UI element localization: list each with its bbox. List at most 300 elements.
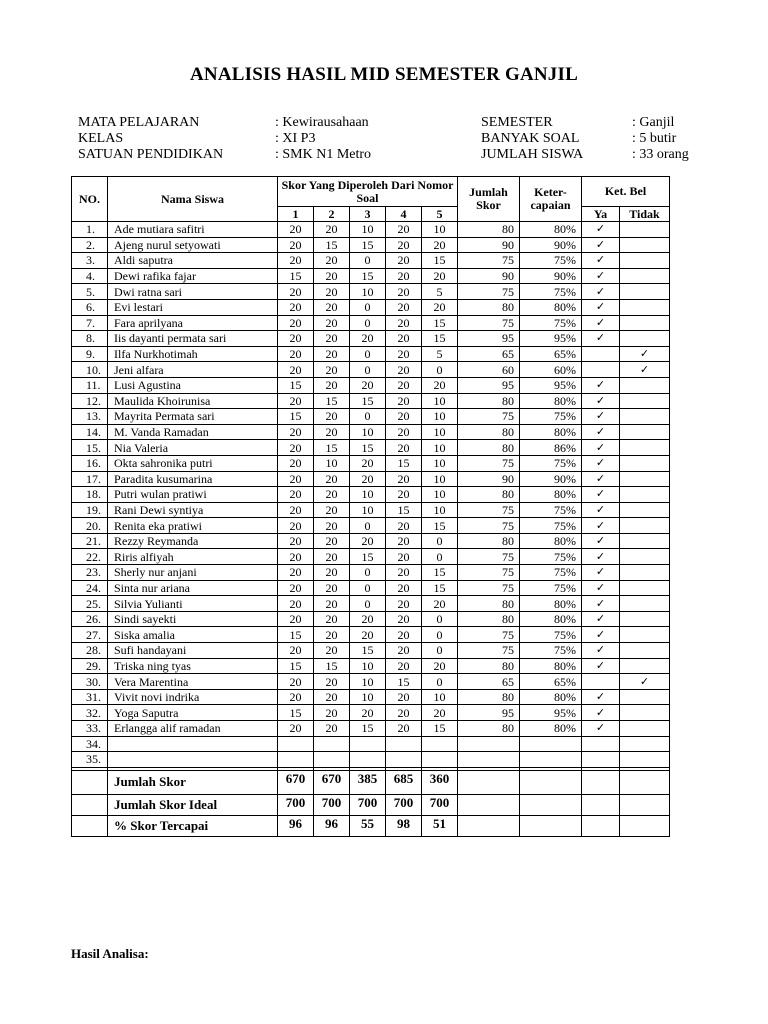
achievement-percent: 80%: [520, 611, 582, 627]
score-q1: 20: [278, 424, 314, 440]
achievement-percent: 90%: [520, 471, 582, 487]
summary-empty: [520, 815, 582, 836]
summary-empty: [458, 794, 520, 815]
header-no: NO.: [72, 177, 108, 222]
score-q3: 15: [350, 268, 386, 284]
row-number: 2.: [72, 237, 108, 253]
score-q3: 10: [350, 487, 386, 503]
check-yes: ✓: [582, 721, 620, 737]
check-no: [620, 580, 670, 596]
score-q2: 20: [314, 222, 350, 238]
table-row: [72, 565, 670, 581]
score-q4: 20: [386, 424, 422, 440]
row-number: 13.: [72, 409, 108, 425]
score-q4: 20: [386, 284, 422, 300]
total-score: 80: [458, 393, 520, 409]
check-yes: ✓: [582, 440, 620, 456]
student-name: Triska ning tyas: [108, 658, 278, 674]
score-q3: 20: [350, 705, 386, 721]
score-q3: 0: [350, 253, 386, 269]
student-name: Ilfa Nurkhotimah: [108, 346, 278, 362]
check-no: [620, 533, 670, 549]
student-name: Erlangga alif ramadan: [108, 721, 278, 737]
summary-empty: [458, 815, 520, 836]
student-name: Silvia Yulianti: [108, 596, 278, 612]
score-q1: 15: [278, 658, 314, 674]
row-number: 27.: [72, 627, 108, 643]
student-name: Fara aprilyana: [108, 315, 278, 331]
header-question-2: 2: [314, 207, 350, 222]
check-no: [620, 393, 670, 409]
student-name: Vivit novi indrika: [108, 689, 278, 705]
check-yes: ✓: [582, 409, 620, 425]
check-yes: ✓: [582, 471, 620, 487]
score-q5: 20: [422, 705, 458, 721]
score-q4: 20: [386, 409, 422, 425]
table-row: [72, 440, 670, 456]
score-q1: 20: [278, 580, 314, 596]
table-row: [72, 377, 670, 393]
row-number: 30.: [72, 674, 108, 690]
total-score: 80: [458, 533, 520, 549]
header-question-3: 3: [350, 207, 386, 222]
summary-label: Jumlah Skor Ideal: [108, 794, 278, 815]
score-q5: 10: [422, 409, 458, 425]
score-q4: 20: [386, 440, 422, 456]
score-q2: 15: [314, 393, 350, 409]
student-name: Sherly nur anjani: [108, 565, 278, 581]
row-number: 26.: [72, 611, 108, 627]
summary-q1: 700: [278, 794, 314, 815]
check-yes: ✓: [582, 643, 620, 659]
info-label: JUMLAH SISWA: [481, 147, 584, 162]
score-q2: 20: [314, 331, 350, 347]
score-q2: 20: [314, 596, 350, 612]
score-q1: 20: [278, 315, 314, 331]
score-q1: 20: [278, 689, 314, 705]
achievement-percent: 75%: [520, 549, 582, 565]
header-question-1: 1: [278, 207, 314, 222]
score-q3: 10: [350, 424, 386, 440]
score-q2: 20: [314, 533, 350, 549]
score-q3: 0: [350, 596, 386, 612]
score-q4: 20: [386, 346, 422, 362]
score-q3: 10: [350, 658, 386, 674]
score-q1: 20: [278, 471, 314, 487]
student-name: Aldi saputra: [108, 253, 278, 269]
score-q3: 15: [350, 393, 386, 409]
achievement-percent: [520, 736, 582, 752]
score-q4: 20: [386, 315, 422, 331]
score-q2: 10: [314, 455, 350, 471]
table-row: [72, 424, 670, 440]
check-no: [620, 502, 670, 518]
score-q1: 20: [278, 440, 314, 456]
student-name: Yoga Saputra: [108, 705, 278, 721]
row-number: 6.: [72, 299, 108, 315]
check-no: ✓: [620, 346, 670, 362]
score-q4: 20: [386, 237, 422, 253]
achievement-percent: 65%: [520, 346, 582, 362]
summary-empty: [582, 770, 620, 794]
score-q2: 20: [314, 409, 350, 425]
score-q5: 0: [422, 533, 458, 549]
summary-label: Jumlah Skor: [108, 770, 278, 794]
score-q1: 20: [278, 533, 314, 549]
score-q5: 15: [422, 518, 458, 534]
score-q2: 20: [314, 611, 350, 627]
score-q4: 20: [386, 253, 422, 269]
score-q4: 20: [386, 299, 422, 315]
header-question-4: 4: [386, 207, 422, 222]
row-number: 17.: [72, 471, 108, 487]
score-q1: 15: [278, 627, 314, 643]
score-q3: [350, 752, 386, 768]
achievement-percent: 75%: [520, 253, 582, 269]
achievement-percent: 60%: [520, 362, 582, 378]
check-yes: [582, 674, 620, 690]
summary-q3: 55: [350, 815, 386, 836]
score-q5: 0: [422, 611, 458, 627]
summary-empty: [582, 794, 620, 815]
score-q2: 20: [314, 284, 350, 300]
check-no: [620, 377, 670, 393]
score-q2: 20: [314, 362, 350, 378]
row-number: 23.: [72, 565, 108, 581]
table-row: [72, 689, 670, 705]
score-q4: 20: [386, 471, 422, 487]
summary-q3: 700: [350, 794, 386, 815]
row-number: 21.: [72, 533, 108, 549]
achievement-percent: 80%: [520, 424, 582, 440]
achievement-percent: 75%: [520, 518, 582, 534]
score-q4: 15: [386, 502, 422, 518]
table-row: [72, 658, 670, 674]
summary-q2: 670: [314, 770, 350, 794]
summary-empty: [582, 815, 620, 836]
check-yes: ✓: [582, 393, 620, 409]
student-name: [108, 752, 278, 768]
score-q2: 20: [314, 253, 350, 269]
row-number: 28.: [72, 643, 108, 659]
achievement-percent: 75%: [520, 643, 582, 659]
student-name: Sufi handayani: [108, 643, 278, 659]
row-number: 9.: [72, 346, 108, 362]
check-yes: ✓: [582, 627, 620, 643]
score-q2: 20: [314, 268, 350, 284]
check-yes: ✓: [582, 518, 620, 534]
total-score: 75: [458, 409, 520, 425]
student-name: Maulida Khoirunisa: [108, 393, 278, 409]
score-q2: [314, 752, 350, 768]
check-no: [620, 627, 670, 643]
score-q4: [386, 752, 422, 768]
achievement-percent: 65%: [520, 674, 582, 690]
score-q5: 10: [422, 393, 458, 409]
score-q5: 20: [422, 658, 458, 674]
score-q3: 10: [350, 502, 386, 518]
row-number: 29.: [72, 658, 108, 674]
check-no: [620, 284, 670, 300]
score-q1: 20: [278, 393, 314, 409]
row-number: 10.: [72, 362, 108, 378]
score-q5: 10: [422, 424, 458, 440]
check-yes: [582, 736, 620, 752]
score-q2: 20: [314, 689, 350, 705]
score-q3: 0: [350, 518, 386, 534]
check-yes: ✓: [582, 658, 620, 674]
score-q4: 20: [386, 518, 422, 534]
check-no: [620, 455, 670, 471]
achievement-percent: 75%: [520, 627, 582, 643]
summary-empty: [458, 770, 520, 794]
score-q2: 20: [314, 549, 350, 565]
check-no: [620, 643, 670, 659]
student-name: Sindi sayekti: [108, 611, 278, 627]
score-q4: 20: [386, 596, 422, 612]
header-total: Jumlah Skor: [458, 177, 520, 222]
table-row: [72, 549, 670, 565]
score-q5: 0: [422, 643, 458, 659]
row-number: 12.: [72, 393, 108, 409]
total-score: 80: [458, 440, 520, 456]
check-no: ✓: [620, 674, 670, 690]
table-row: [72, 752, 670, 768]
score-q4: 20: [386, 362, 422, 378]
row-number: 31.: [72, 689, 108, 705]
total-score: 75: [458, 518, 520, 534]
score-q3: 15: [350, 643, 386, 659]
score-q1: 15: [278, 268, 314, 284]
score-q3: 0: [350, 565, 386, 581]
student-name: M. Vanda Ramadan: [108, 424, 278, 440]
score-q4: 20: [386, 705, 422, 721]
summary-q5: 51: [422, 815, 458, 836]
score-q1: 20: [278, 331, 314, 347]
achievement-percent: 75%: [520, 455, 582, 471]
total-score: 75: [458, 284, 520, 300]
score-q3: 15: [350, 549, 386, 565]
header-question-5: 5: [422, 207, 458, 222]
score-q5: 20: [422, 268, 458, 284]
score-q2: 20: [314, 377, 350, 393]
info-value: : Ganjil: [632, 115, 675, 130]
info-right-labels: [481, 115, 583, 163]
row-number: 32.: [72, 705, 108, 721]
check-yes: ✓: [582, 424, 620, 440]
score-q4: 20: [386, 611, 422, 627]
score-q3: 15: [350, 440, 386, 456]
table-row: [72, 674, 670, 690]
table-row: [72, 487, 670, 503]
summary-q5: 360: [422, 770, 458, 794]
info-label: MATA PELAJARAN: [78, 115, 200, 130]
summary-q4: 700: [386, 794, 422, 815]
score-q3: [350, 736, 386, 752]
page-title: ANALISIS HASIL MID SEMESTER GANJIL: [190, 64, 578, 85]
score-q1: 20: [278, 549, 314, 565]
info-value: : 5 butir: [632, 131, 677, 146]
table-row: [72, 237, 670, 253]
check-no: [620, 222, 670, 238]
score-q3: 0: [350, 362, 386, 378]
check-no: [620, 611, 670, 627]
row-number: 14.: [72, 424, 108, 440]
score-q2: 20: [314, 674, 350, 690]
score-q1: 20: [278, 502, 314, 518]
summary-q5: 700: [422, 794, 458, 815]
achievement-percent: 75%: [520, 580, 582, 596]
check-yes: ✓: [582, 299, 620, 315]
header-yes: Ya: [582, 207, 620, 222]
check-yes: ✓: [582, 596, 620, 612]
score-q2: 20: [314, 315, 350, 331]
student-name: Iis dayanti permata sari: [108, 331, 278, 347]
score-q1: 15: [278, 377, 314, 393]
check-no: [620, 721, 670, 737]
summary-row: [72, 794, 670, 815]
total-score: 75: [458, 643, 520, 659]
info-label: SEMESTER: [481, 115, 553, 130]
check-yes: ✓: [582, 565, 620, 581]
total-score: 75: [458, 580, 520, 596]
score-q1: 20: [278, 284, 314, 300]
score-q3: 20: [350, 627, 386, 643]
summary-q4: 98: [386, 815, 422, 836]
table-row: [72, 518, 670, 534]
score-q3: 0: [350, 315, 386, 331]
student-name: Ade mutiara safitri: [108, 222, 278, 238]
check-no: [620, 596, 670, 612]
student-name: Lusi Agustina: [108, 377, 278, 393]
score-q5: 0: [422, 674, 458, 690]
row-number: 20.: [72, 518, 108, 534]
row-number: 8.: [72, 331, 108, 347]
student-name: Mayrita Permata sari: [108, 409, 278, 425]
student-name: Siska amalia: [108, 627, 278, 643]
check-yes: ✓: [582, 377, 620, 393]
row-number: 15.: [72, 440, 108, 456]
table-row: [72, 253, 670, 269]
score-q5: 15: [422, 721, 458, 737]
score-q4: 20: [386, 627, 422, 643]
check-yes: ✓: [582, 331, 620, 347]
student-name: Dwi ratna sari: [108, 284, 278, 300]
total-score: 80: [458, 611, 520, 627]
total-score: [458, 752, 520, 768]
table-row: [72, 643, 670, 659]
score-q4: 20: [386, 377, 422, 393]
check-no: [620, 518, 670, 534]
table-row: [72, 596, 670, 612]
score-q3: 20: [350, 611, 386, 627]
check-no: [620, 424, 670, 440]
score-q3: 10: [350, 674, 386, 690]
score-q5: 15: [422, 331, 458, 347]
score-q2: 20: [314, 487, 350, 503]
row-number: 19.: [72, 502, 108, 518]
student-name: Sinta nur ariana: [108, 580, 278, 596]
row-number: 24.: [72, 580, 108, 596]
score-q4: [386, 736, 422, 752]
table-row: [72, 736, 670, 752]
check-yes: ✓: [582, 315, 620, 331]
score-q4: 15: [386, 674, 422, 690]
student-name: Renita eka pratiwi: [108, 518, 278, 534]
score-q1: 20: [278, 596, 314, 612]
achievement-percent: 95%: [520, 705, 582, 721]
check-no: [620, 487, 670, 503]
score-q4: 20: [386, 658, 422, 674]
summary-q1: 670: [278, 770, 314, 794]
achievement-percent: 80%: [520, 596, 582, 612]
score-q1: [278, 752, 314, 768]
score-q1: 20: [278, 674, 314, 690]
score-q2: 15: [314, 237, 350, 253]
score-q2: 20: [314, 580, 350, 596]
total-score: 75: [458, 565, 520, 581]
check-yes: ✓: [582, 549, 620, 565]
score-q5: 10: [422, 471, 458, 487]
total-score: 80: [458, 658, 520, 674]
total-score: 90: [458, 471, 520, 487]
table-row: [72, 268, 670, 284]
student-name: [108, 736, 278, 752]
info-value: : Kewirausahaan: [275, 115, 369, 130]
score-q2: 20: [314, 424, 350, 440]
achievement-percent: 75%: [520, 409, 582, 425]
student-name: Rezzy Reymanda: [108, 533, 278, 549]
score-q3: 20: [350, 331, 386, 347]
row-number: 18.: [72, 487, 108, 503]
score-q1: [278, 736, 314, 752]
total-score: 80: [458, 689, 520, 705]
summary-empty: [520, 794, 582, 815]
score-q5: 20: [422, 596, 458, 612]
check-yes: ✓: [582, 689, 620, 705]
total-score: 65: [458, 674, 520, 690]
check-yes: ✓: [582, 455, 620, 471]
check-no: [620, 315, 670, 331]
header-status: Ket. Bel: [582, 177, 670, 207]
score-q3: 0: [350, 346, 386, 362]
score-q5: [422, 752, 458, 768]
score-q5: 0: [422, 549, 458, 565]
summary-label: % Skor Tercapai: [108, 815, 278, 836]
score-q4: 20: [386, 565, 422, 581]
info-label: KELAS: [78, 131, 124, 146]
summary-blank: [72, 770, 108, 794]
info-value: : XI P3: [275, 131, 316, 146]
row-number: 3.: [72, 253, 108, 269]
summary-q4: 685: [386, 770, 422, 794]
table-row: [72, 471, 670, 487]
student-name: Vera Marentina: [108, 674, 278, 690]
score-q4: 20: [386, 580, 422, 596]
score-q1: 20: [278, 299, 314, 315]
score-q4: 20: [386, 689, 422, 705]
row-number: 16.: [72, 455, 108, 471]
score-q3: 10: [350, 222, 386, 238]
table-row: [72, 409, 670, 425]
check-no: [620, 658, 670, 674]
check-no: [620, 253, 670, 269]
info-left-values: [275, 115, 371, 163]
achievement-percent: 80%: [520, 658, 582, 674]
info-label: BANYAK SOAL: [481, 131, 580, 146]
table-row: [72, 346, 670, 362]
total-score: 75: [458, 253, 520, 269]
